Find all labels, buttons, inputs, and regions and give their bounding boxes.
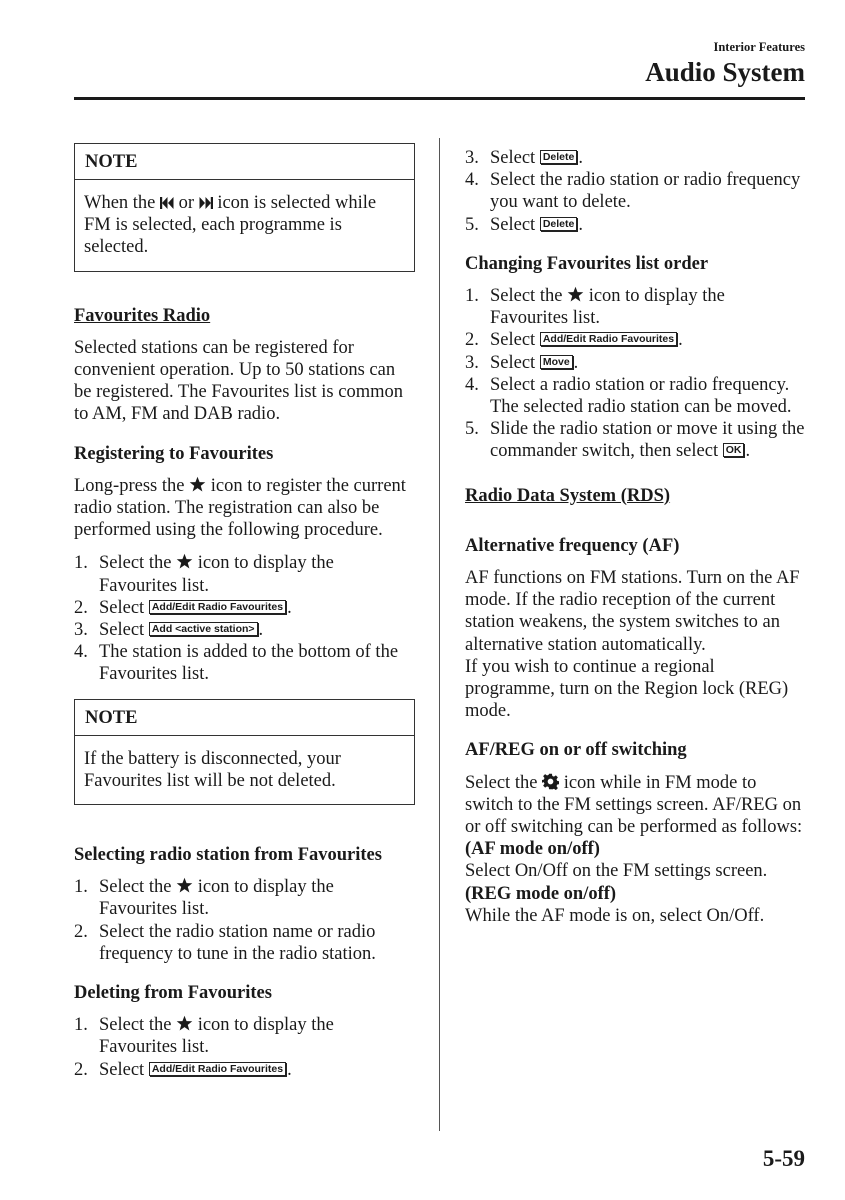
add-active-station-button: Add <active station> bbox=[149, 622, 258, 636]
note-text: or bbox=[178, 193, 195, 213]
step-number: 1. bbox=[74, 553, 88, 574]
list-item: 5. Select Delete . bbox=[465, 214, 583, 235]
header-section: Interior Features bbox=[713, 40, 805, 54]
list-item: 1. Select the icon to display the Favourites list. bbox=[465, 286, 725, 329]
page-number: 5-59 bbox=[762, 1146, 805, 1171]
sub-heading: Changing Favourites list order bbox=[465, 253, 709, 274]
list-item: 3. Select Add <active station> . bbox=[74, 620, 264, 641]
list-item: 1. Select the icon to display the Favourites list. bbox=[74, 553, 334, 596]
step-number: 2. bbox=[465, 330, 479, 351]
add-edit-radio-favourites-button: Add/Edit Radio Favourites bbox=[149, 1062, 286, 1076]
note-box bbox=[74, 699, 415, 805]
previous-track-icon bbox=[160, 196, 174, 210]
step-number: 1. bbox=[465, 286, 479, 307]
step-number: 1. bbox=[74, 877, 88, 898]
list-item: 4. The station is added to the bottom of the Favourites list. bbox=[74, 642, 399, 685]
star-icon bbox=[176, 1015, 193, 1032]
right-column bbox=[465, 147, 805, 927]
step-number: 2. bbox=[74, 597, 88, 618]
mode-label: (AF mode on/off) bbox=[465, 839, 600, 860]
step-number: 4. bbox=[465, 170, 479, 191]
column-divider bbox=[439, 138, 440, 1131]
list-item: 3. Select Move . bbox=[465, 352, 579, 373]
step-number: 2. bbox=[74, 921, 88, 942]
note-box bbox=[74, 143, 415, 272]
step-number: 3. bbox=[465, 148, 479, 168]
list-item: 2. Select Add/Edit Radio Favourites . bbox=[74, 1059, 292, 1080]
sub-heading: Deleting from Favourites bbox=[74, 983, 272, 1004]
list-item: 3. Select Delete . bbox=[465, 148, 583, 168]
paragraph: AF functions on FM stations. Turn on the AF mode. If the radio reception of the current station weakens, the system switches to an alternative station automatically. bbox=[465, 568, 800, 655]
ok-button: OK bbox=[723, 443, 745, 457]
note-label: NOTE bbox=[75, 144, 414, 180]
star-icon bbox=[567, 286, 584, 303]
step-number: 1. bbox=[74, 1015, 88, 1036]
section-heading: Favourites Radio bbox=[74, 305, 211, 326]
left-column bbox=[74, 143, 415, 1081]
list-item: 1. Select the icon to display the Favourites list. bbox=[74, 877, 334, 920]
move-button: Move bbox=[540, 355, 573, 369]
list-item: 2. Select Add/Edit Radio Favourites . bbox=[74, 597, 292, 618]
list-item: 4. Select a radio station or radio frequency. The selected radio station can be moved. bbox=[465, 374, 792, 418]
delete-button: Delete bbox=[540, 150, 578, 164]
note-label: NOTE bbox=[75, 700, 414, 736]
paragraph: Selected stations can be registered for convenient operation. Up to 50 stations can be registered. The Favourites list is common to AM, FM and DAB radio. bbox=[74, 337, 403, 425]
sub-heading: Selecting radio station from Favourites bbox=[74, 845, 382, 866]
next-track-icon bbox=[199, 196, 213, 210]
note-text: icon is selected while FM is selected, each programme is selected. bbox=[84, 193, 377, 258]
list-item: 2. Select Add/Edit Radio Favourites . bbox=[465, 330, 683, 351]
header-rule bbox=[74, 97, 805, 100]
list-item: 2. Select the radio station name or radio frequency to tune in the radio station. bbox=[74, 921, 376, 964]
star-icon bbox=[176, 877, 193, 894]
page-title: Audio System bbox=[645, 57, 805, 87]
step-number: 5. bbox=[465, 214, 479, 235]
note-body: If the battery is disconnected, your Favourites list will be not deleted. bbox=[84, 748, 341, 791]
sub-heading: Alternative frequency (AF) bbox=[465, 535, 680, 556]
list-item: 1. Select the icon to display the Favourites list. bbox=[74, 1015, 334, 1058]
note-body bbox=[75, 180, 414, 271]
step-number: 4. bbox=[465, 374, 479, 395]
section-heading: Radio Data System (RDS) bbox=[465, 485, 671, 506]
delete-button: Delete bbox=[540, 217, 578, 231]
list-item: 4. Select the radio station or radio frequency you want to delete. bbox=[465, 170, 801, 213]
star-icon bbox=[176, 553, 193, 570]
steps-list bbox=[465, 285, 805, 463]
sub-heading: AF/REG on or off switching bbox=[465, 740, 687, 761]
step-number: 4. bbox=[74, 642, 88, 663]
sub-heading: Registering to Favourites bbox=[74, 443, 274, 464]
paragraph: Long-press the icon to register the current radio station. The registration can also be performed using the following procedure. bbox=[74, 475, 406, 541]
steps-list bbox=[74, 876, 415, 965]
mode-label: (REG mode on/off) bbox=[465, 883, 617, 904]
paragraph: Select the icon while in FM mode to switch to the FM settings screen. AF/REG on or off switching can be performed as follows: bbox=[465, 772, 803, 838]
note-text: When the bbox=[84, 193, 156, 213]
paragraph: Select On/Off on the FM settings screen. bbox=[465, 861, 768, 882]
add-edit-radio-favourites-button: Add/Edit Radio Favourites bbox=[540, 332, 677, 346]
steps-list bbox=[74, 1014, 415, 1081]
step-number: 3. bbox=[74, 620, 88, 641]
add-edit-radio-favourites-button: Add/Edit Radio Favourites bbox=[149, 600, 286, 614]
list-item: 5. Slide the radio station or move it using the commander switch, then select OK . bbox=[465, 419, 805, 462]
paragraph: If you wish to continue a regional programme, turn on the Region lock (REG) mode. bbox=[465, 656, 789, 722]
paragraph: While the AF mode is on, select On/Off. bbox=[465, 905, 765, 926]
step-number: 2. bbox=[74, 1059, 88, 1080]
steps-list bbox=[74, 552, 415, 685]
step-number: 5. bbox=[465, 419, 479, 440]
step-number: 3. bbox=[465, 352, 479, 373]
gear-icon bbox=[542, 773, 559, 790]
steps-list bbox=[465, 147, 805, 236]
star-icon bbox=[189, 476, 206, 493]
